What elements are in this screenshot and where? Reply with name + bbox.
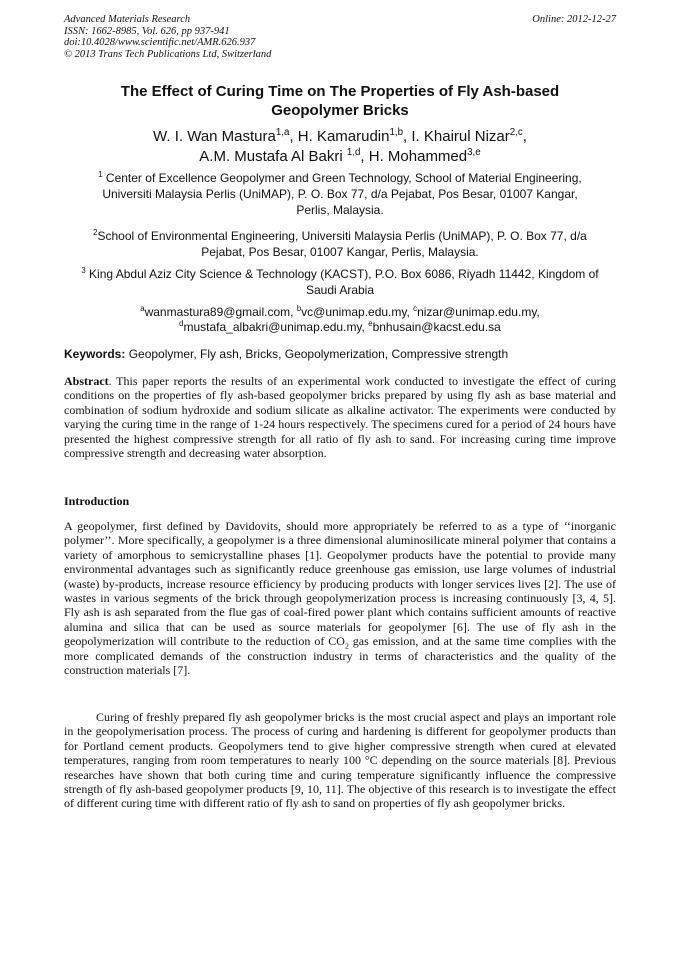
abstract-paragraph	[64, 374, 616, 460]
author-affiliation-mark: 3,e	[467, 147, 481, 158]
keywords-text: Geopolymer, Fly ash, Bricks, Geopolymerization, Compressive strength	[125, 347, 509, 361]
author-affiliation-mark: 1,b	[389, 127, 404, 138]
keywords-line	[64, 346, 616, 362]
email-link[interactable]: vc@unimap.edu.my,	[301, 305, 414, 319]
email-link[interactable]: mustafa_albakri@unimap.edu.my,	[183, 320, 369, 334]
email-link[interactable]: bnhusain@kacst.edu.sa	[372, 320, 501, 334]
author-line-2: A.M. Mustafa Al Bakri $^{1,d}$, H. Mohammed$^{3,e}$	[199, 147, 481, 165]
affiliation-3: $^3$ King Abdul Aziz City Science & Technology (KACST), P.O. Box 6086, Riyadh 11442, Kingdom of Saudi Arabia	[81, 266, 599, 297]
author-name: H. Kamarudin	[297, 128, 390, 145]
author-name: W. I. Wan Mastura	[153, 128, 276, 145]
author-line-1: W. I. Wan Mastura$^{1,a}$, H. Kamarudin$^{1,b}$, I. Khairul Nizar$^{2,c}$,	[153, 127, 527, 145]
paper-title	[64, 82, 616, 120]
author-affiliation-mark: 1,a	[275, 127, 290, 138]
page-header	[64, 14, 616, 60]
affiliation-2: $^2$School of Environmental Engineering, Universiti Malaysia Perlis (UniMAP), P. O. Box 77, d/a Pejabat, Pos Besar, 01007 Kangar, Perlis, Malaysia.	[93, 228, 587, 259]
author-name: I. Khairul Nizar	[411, 128, 510, 145]
affiliation-1: $^1$ Center of Excellence Geopolymer and Green Technology, School of Material Engineering, Universiti Malaysia Perlis (UniMAP), P. O. Box 77, d/a Pejabat, Pos Besar, 01007 Kangar, Perlis, Malaysia.	[98, 170, 582, 217]
abstract-label: Abstract	[64, 374, 109, 388]
author-list	[64, 127, 616, 167]
email-link[interactable]: wanmastura89@gmail.com,	[144, 305, 297, 319]
abstract-text: . This paper reports the results of an experimental work conducted to investigate the effect of curing conditions on the properties of fly ash-based geopolymer bricks prepared by using fly ash as base material and combination of sodium hydroxide and sodium silicate as alkaline activator. The experiments were conducted by varying the curing time in the range of 1-24 hours respectively. The specimens cured for a period of 24 hours have presented the highest compressive strength for all ratio of fly ash to sand. For increasing curing time improve compressive strength and decreasing water absorption.	[64, 374, 616, 461]
author-affiliation-mark: 2,c	[509, 127, 523, 138]
introduction-paragraph-2: Curing of freshly prepared fly ash geopolymer bricks is the most crucial aspect and plays an important role in the geopolymerisation process. The process of curing and hardening is different for geopolymer products than for Portland cement products. Geopolymers tend to give higher compressive strength when cured at elevated temperatures, ranging from room temperatures to nearly 100 °C depending on the source materials [8]. Previous researches have shown that both curing time and curing temperature significantly influence the compressive strength of fly ash-based geopolymer products [9, 10, 11]. The objective of this research is to investigate the effect of different curing time with different ratio of fly ash to sand on properties of fly ash geopolymer bricks.	[64, 710, 616, 811]
copyright-line: © 2013 Trans Tech Publications Ltd, Switzerland	[64, 48, 272, 60]
keywords-label: Keywords:	[64, 347, 126, 361]
title-line-2: Geopolymer Bricks	[271, 102, 409, 119]
doi-line: doi:10.4028/www.scientific.net/AMR.626.937	[64, 37, 256, 48]
author-name: H. Mohammed	[368, 148, 468, 165]
title-line-1: The Effect of Curing Time on The Properties of Fly Ash-based	[120, 83, 560, 100]
journal-name: Advanced Materials Research	[64, 14, 191, 25]
issn-line: ISSN: 1662-8985, Vol. 626, pp 937-941	[64, 25, 230, 37]
online-date: Online: 2012-12-27	[532, 14, 616, 25]
section-heading-introduction: Introduction	[64, 494, 130, 508]
introduction-paragraph-1: A geopolymer, first defined by Davidovits, should more appropriately be referred to as a type of ‘‘inorganic polymer’’. More specifically, a geopolymer is a three dimensional aluminosilicate mineral polymer that contains a variety of amorphous to semicrystalline phases [1]. Geopolymer products have the potential to provide many environmental advantages such as significantly reduce greenhouse gas emission, use large volumes of industrial (waste) by-products, increase resource efficiency by producing products with longer services lives [2]. The use of wastes in various segments of the brick through geopolymerization process is increasing continuously [3, 4, 5]. Fly ash is ash separated from the flue gas of coal-fired power plant which contains sufficient amounts of reactive alumina and silica that can be used as source materials for geopolymer [6]. The use of fly ash in the geopolymerization will contribute to the reduction of $CO_2$ gas emission, and at the same time complies with the more complicated demands of the construction industry in terms of characteristics and the quality of the construction materials [7].	[64, 519, 616, 678]
author-affiliation-mark: 1,d	[346, 147, 361, 158]
email-link[interactable]: nizar@unimap.edu.my,	[417, 305, 540, 319]
author-emails: $^a$wanmastura89@gmail.com, $^b$vc@unimap.edu.my, $^c$nizar@unimap.edu.my, $^d$mustafa_albakri@unimap.edu.my, $^e$bnhusain@kacst.edu.sa	[140, 304, 540, 334]
author-name: A.M. Mustafa Al Bakri	[199, 148, 347, 165]
